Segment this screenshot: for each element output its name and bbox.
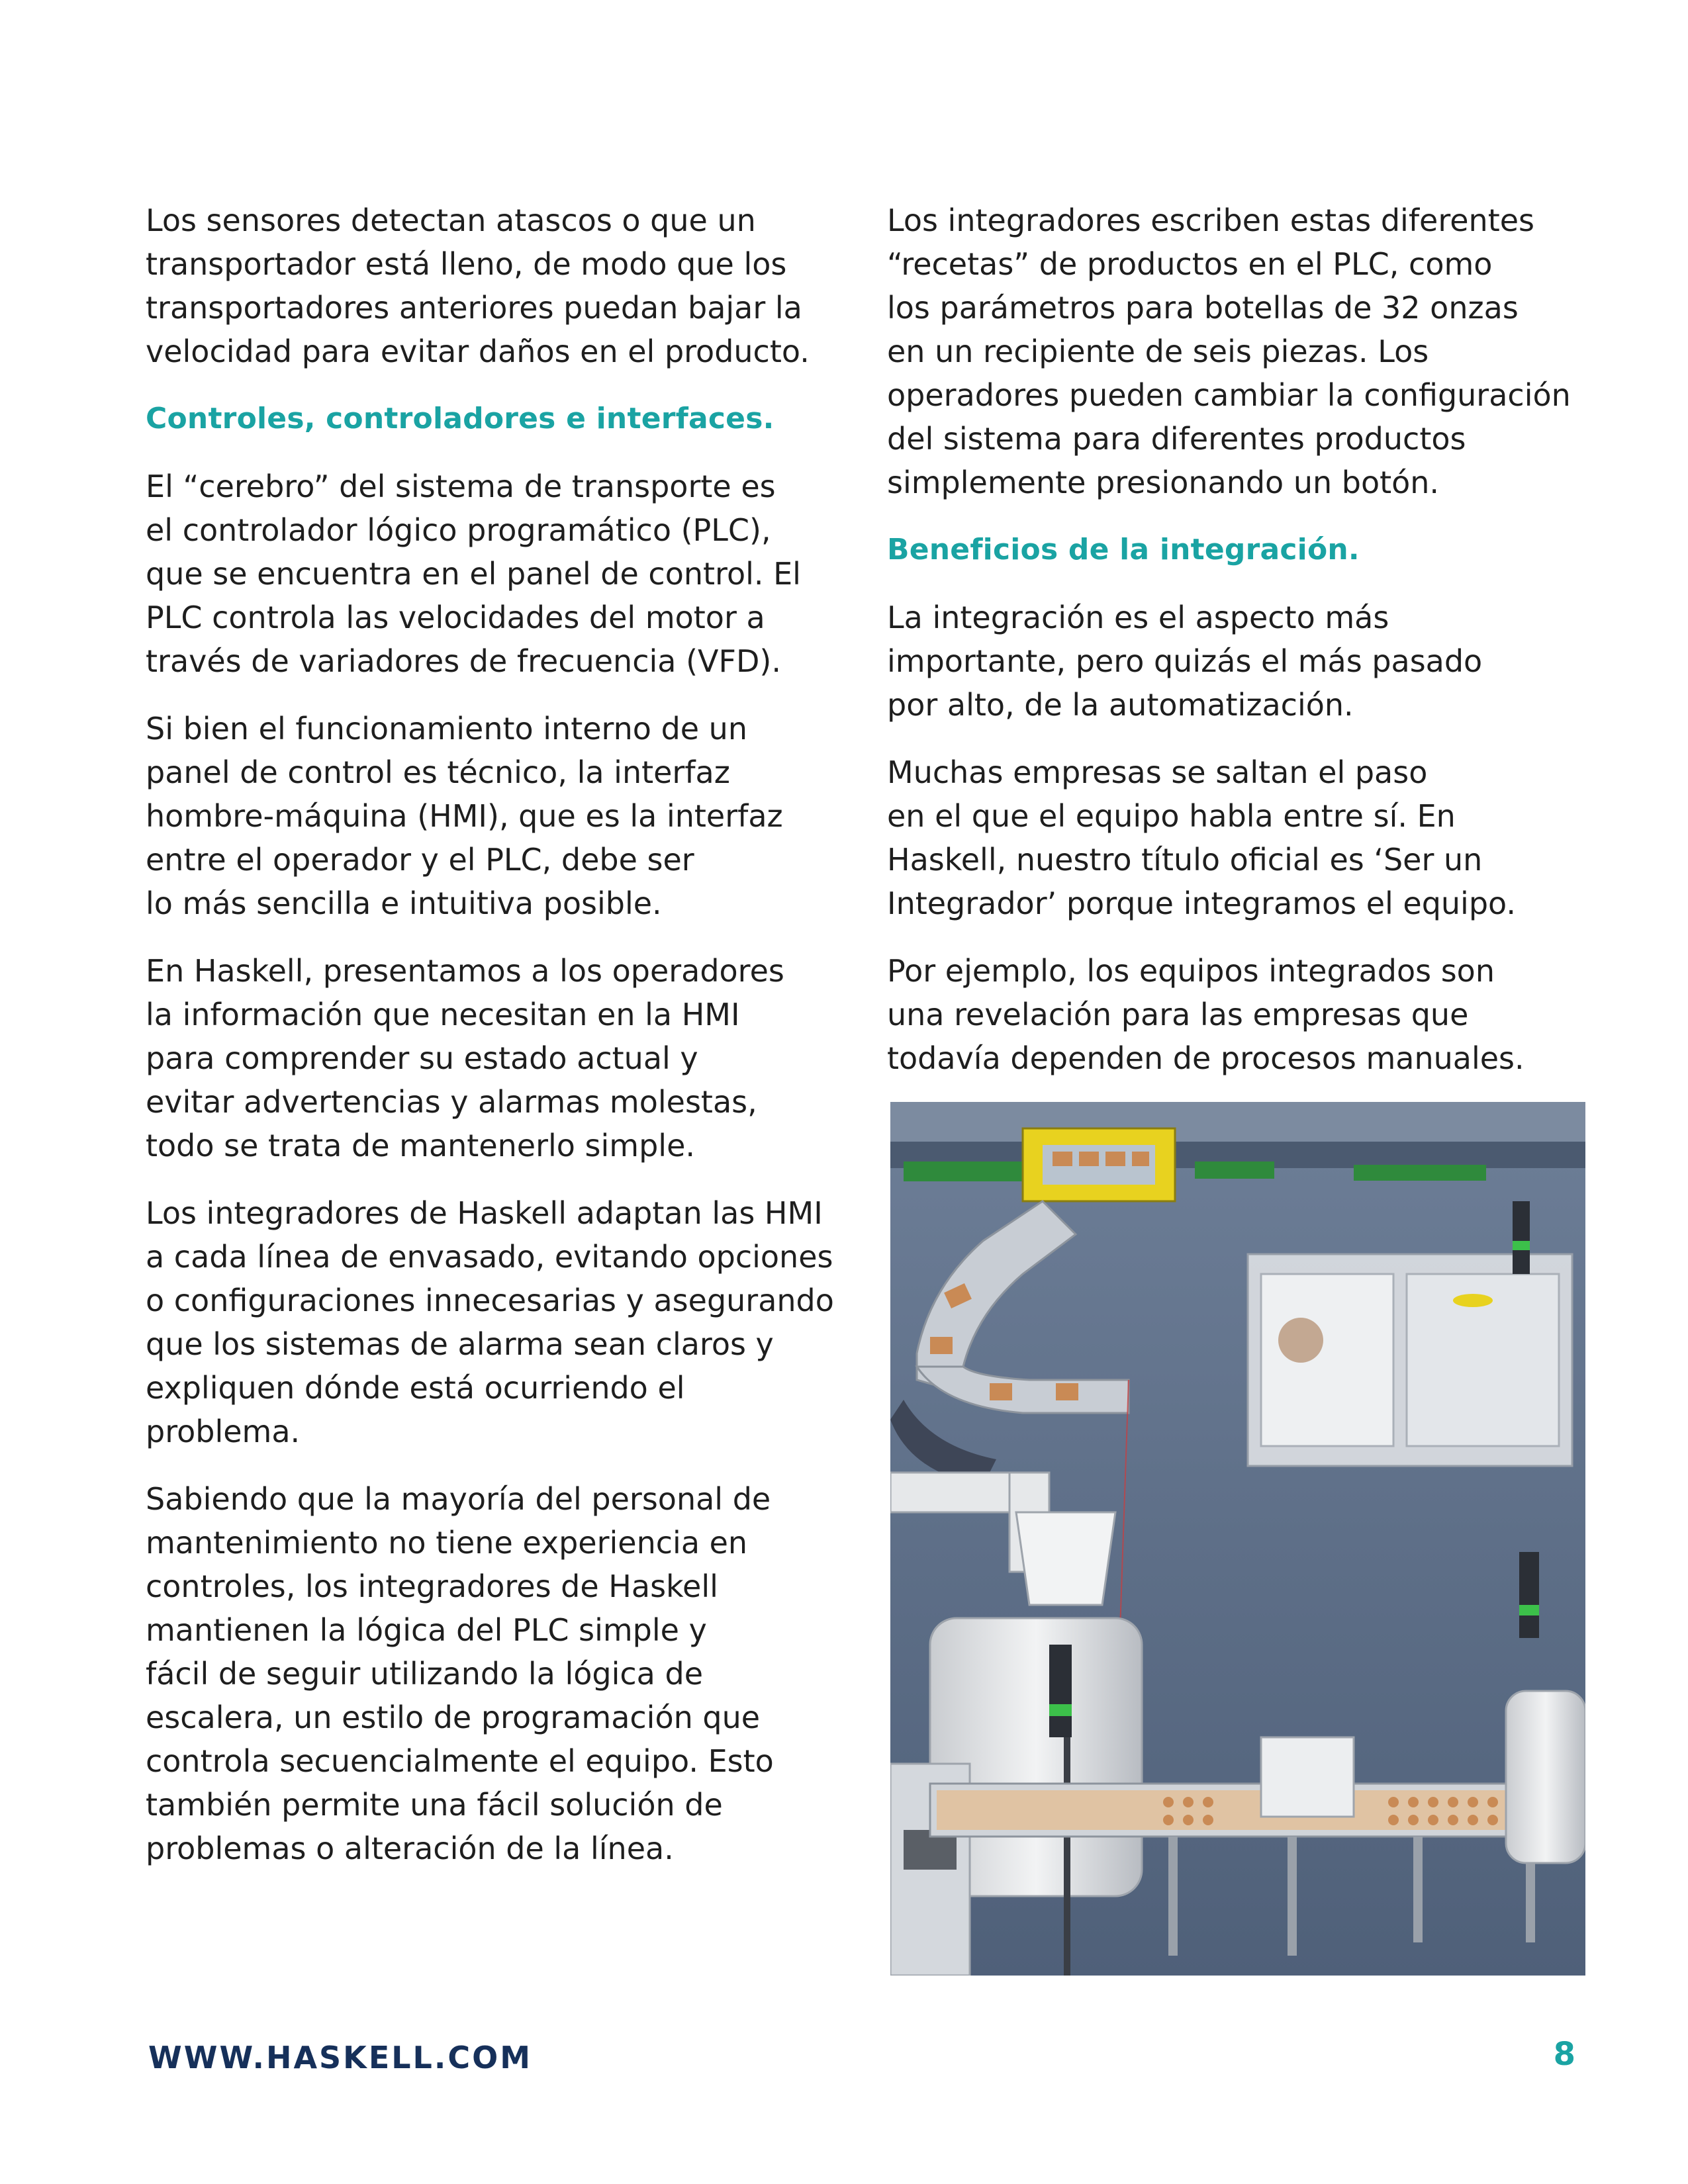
section-heading-controles: Controles, controladores e interfaces.: [146, 402, 774, 435]
paragraph: La integración es el aspecto más importante, pero quizás el más pasado por alto, de la automatización.: [887, 600, 1483, 723]
left-column: [146, 199, 847, 1894]
page-number: 8: [1553, 2036, 1575, 2073]
paragraph: En Haskell, presentamos a los operadores la información que necesitan en la HMI para comprender su estado actual y evitar advertencias y alarmas molestas, todo se trata de mantenerlo simple.: [146, 953, 784, 1163]
packaging-line-illustration: [890, 1102, 1585, 1976]
packaging-line-image: [890, 1102, 1585, 1976]
paragraph: Los sensores detectan atascos o que un transportador está lleno, de modo que los transportadores anteriores puedan bajar la velocidad para evitar daños en el producto.: [146, 203, 810, 369]
paragraph: Sabiendo que la mayoría del personal de mantenimiento no tiene experiencia en controles, los integradores de Haskell mantienen la lógica del PLC simple y fácil de seguir utilizando la lógica de escalera, un estilo de programación que controla secuencialmente el equipo. Esto también permite una fácil solución de problemas o alteración de la línea.: [146, 1481, 774, 1866]
right-column: [887, 199, 1589, 1104]
section-heading-beneficios: Beneficios de la integración.: [887, 533, 1360, 567]
paragraph: Muchas empresas se saltan el paso en el que el equipo habla entre sí. En Haskell, nuestro título oficial es ‘Ser un Integrador’ porque integramos el equipo.: [887, 754, 1516, 921]
footer-website-link[interactable]: WWW.HASKELL.COM: [148, 2040, 532, 2075]
paragraph: Los integradores escriben estas diferentes “recetas” de productos en el PLC, como los parámetros para botellas de 32 onzas en un recipiente de seis piezas. Los operadores pueden cambiar la configuración del sistema para diferentes productos simplemente presionando un botón.: [887, 203, 1571, 500]
paragraph: Por ejemplo, los equipos integrados son una revelación para las empresas que todavía dependen de procesos manuales.: [887, 953, 1524, 1076]
paragraph: El “cerebro” del sistema de transporte es el controlador lógico programático (PLC), que se encuentra en el panel de control. El PLC controla las velocidades del motor a través de variadores de frecuencia (VFD).: [146, 469, 801, 679]
paragraph: Si bien el funcionamiento interno de un panel de control es técnico, la interfaz hombre-máquina (HMI), que es la interfaz entre el operador y el PLC, debe ser lo más sencilla e intuitiva posible.: [146, 711, 783, 921]
paragraph: Los integradores de Haskell adaptan las HMI a cada línea de envasado, evitando opciones o configuraciones innecesarias y asegurando que los sistemas de alarma sean claros y expliquen dónde está ocurriendo el problema.: [146, 1195, 834, 1449]
